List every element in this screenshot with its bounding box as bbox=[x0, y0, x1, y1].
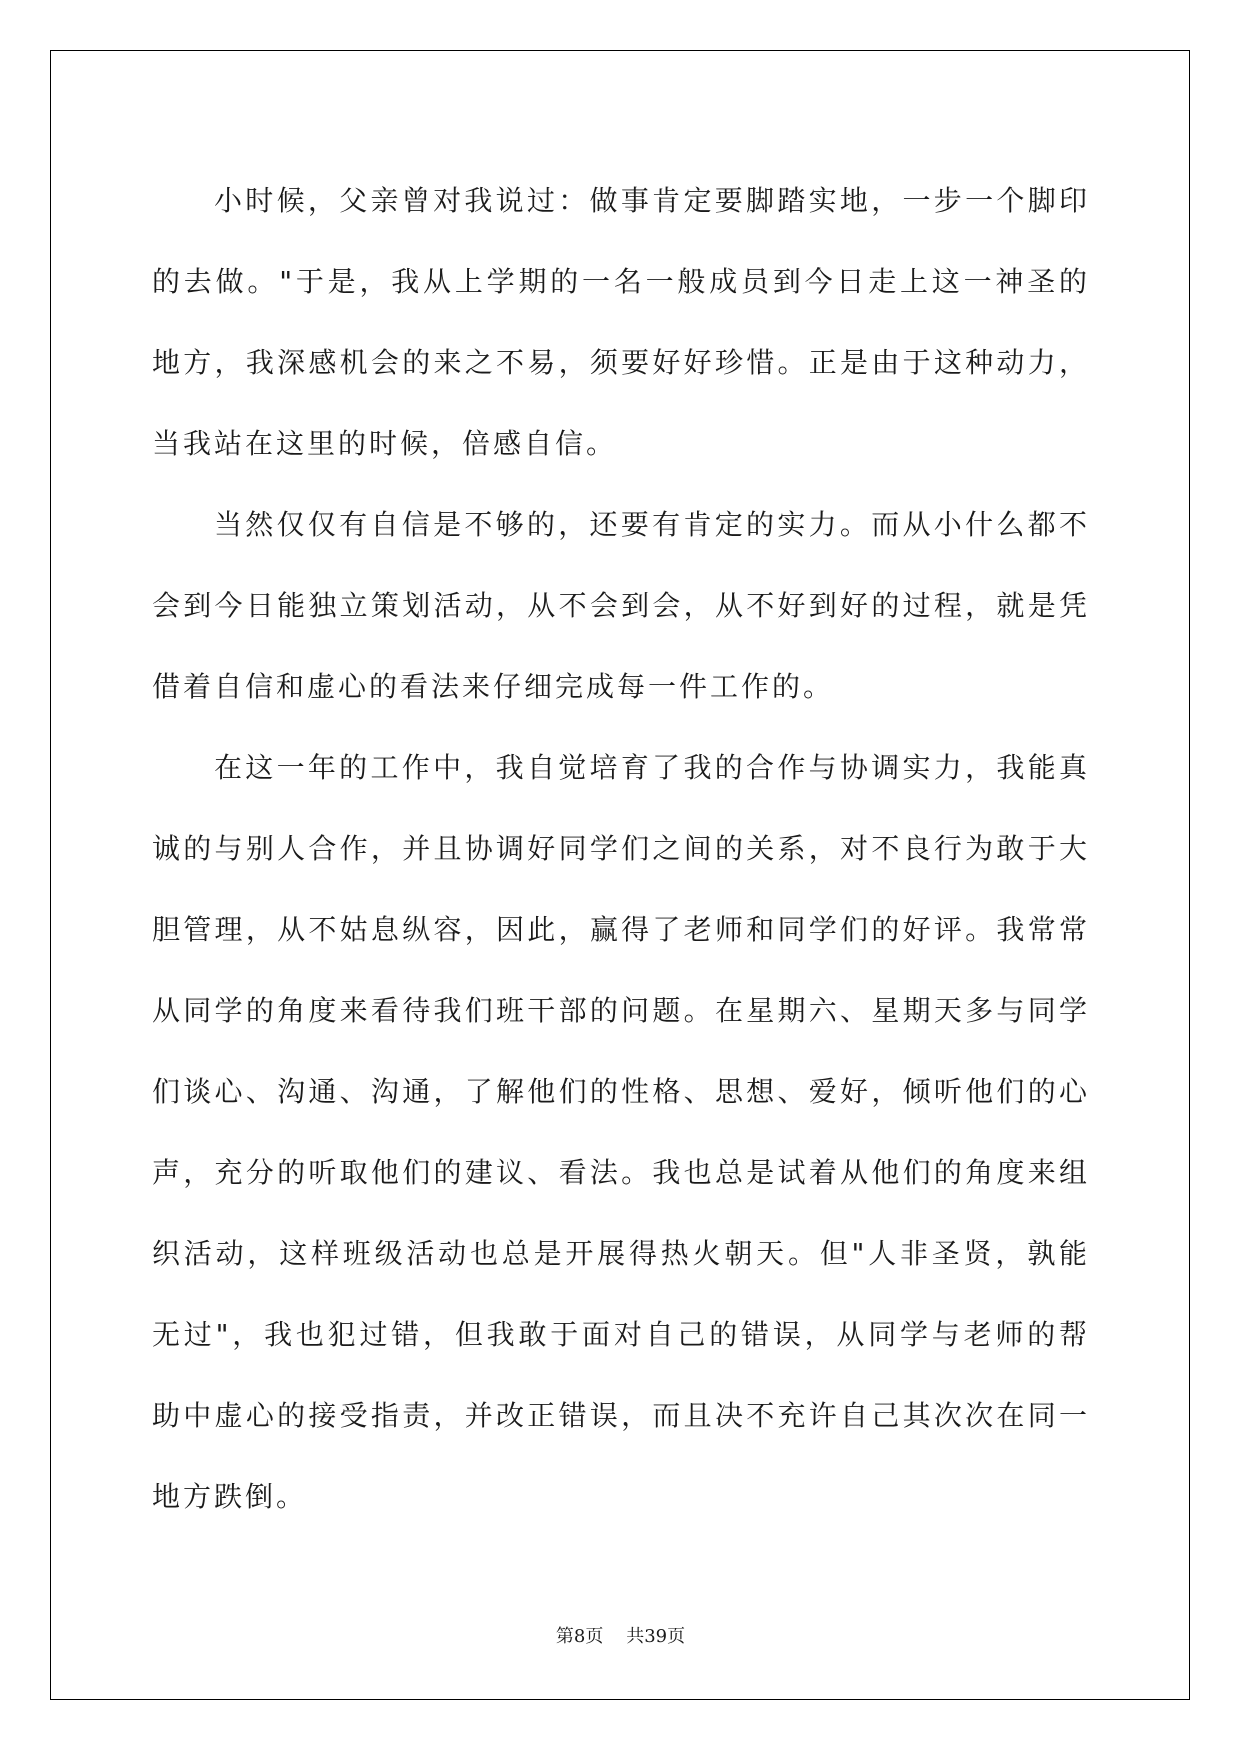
total-page-count: 共39页 bbox=[626, 1626, 686, 1647]
paragraph-2: 当然仅仅有自信是不够的，还要有肯定的实力。而从小什么都不会到今日能独立策划活动，从不会到会，从不好到好的过程，就是凭借着自信和虚心的看法来仔细完成每一件工作的。 bbox=[152, 508, 1090, 703]
paragraph-1: 小时候，父亲曾对我说过：做事肯定要脚踏实地，一步一个脚印的去做。"于是，我从上学期的一名一般成员到今日走上这一神圣的地方，我深感机会的来之不易，须要好好珍惜。正是由于这种动力，当我站在这里的时候，倍感自信。 bbox=[152, 184, 1090, 460]
paragraph-3: 在这一年的工作中，我自觉培育了我的合作与协调实力，我能真诚的与别人合作，并且协调好同学们之间的关系，对不良行为敢于大胆管理，从不姑息纵容，因此，赢得了老师和同学们的好评。我常常从同学的角度来看待我们班干部的问题。在星期六、星期天多与同学们谈心、沟通、沟通，了解他们的性格、思想、爱好，倾听他们的心声，充分的听取他们的建议、看法。我也总是试着从他们的角度来组织活动，这样班级活动也总是开展得热火朝天。但"人非圣贤，孰能无过"，我也犯过错，但我敢于面对自己的错误，从同学与老师的帮助中虚心的接受指责，并改正错误，而且决不充许自己其次次在同一地方跌倒。 bbox=[152, 751, 1090, 1513]
current-page-number: 第8页 bbox=[555, 1626, 604, 1647]
page-footer bbox=[0, 1622, 1241, 1648]
document-body bbox=[152, 160, 1090, 1537]
